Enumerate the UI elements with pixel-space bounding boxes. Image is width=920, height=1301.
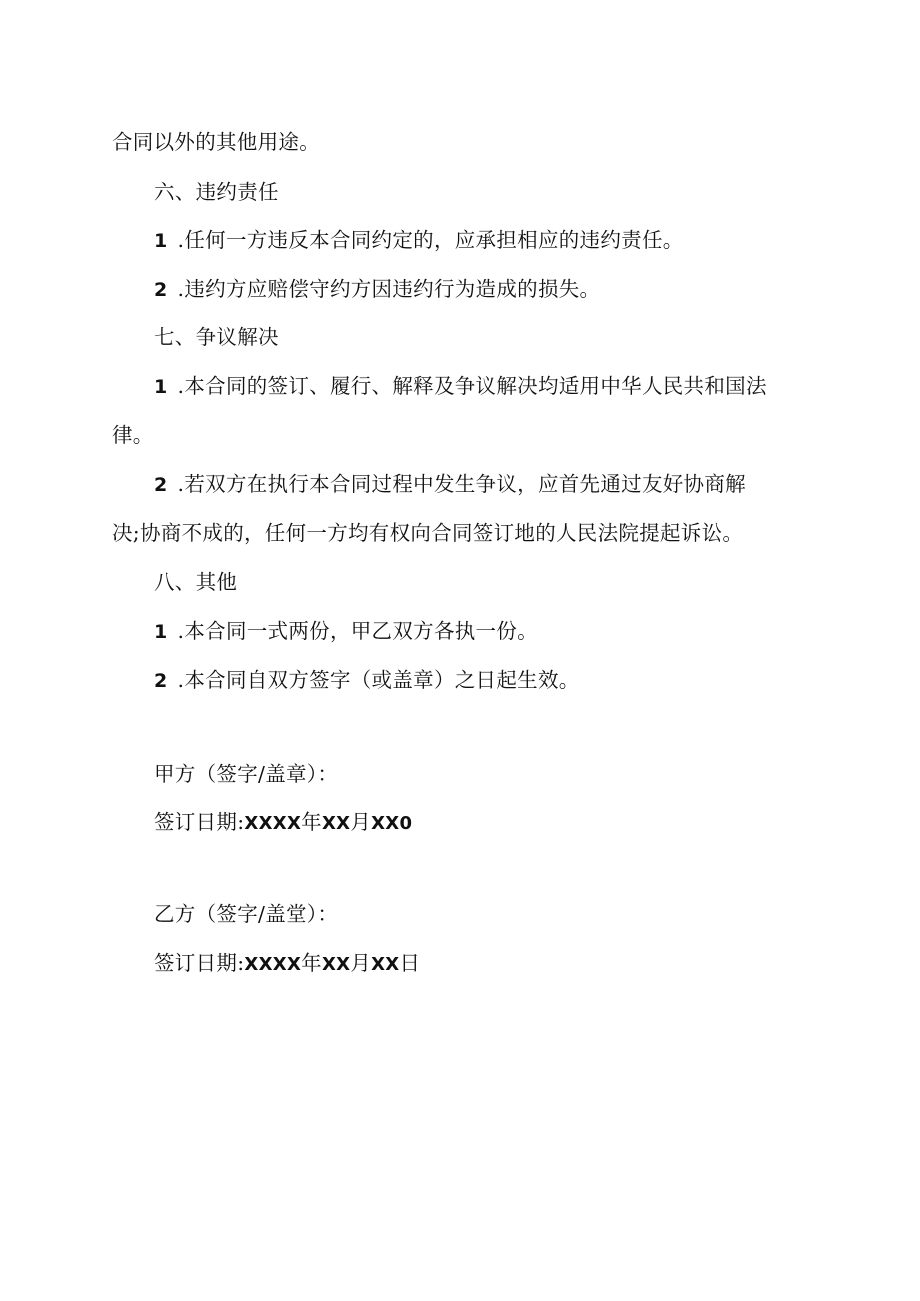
section-7-item-1 [154,372,767,401]
section-7-heading: 七、争议解决 [154,325,279,349]
month-placeholder: XX [321,954,351,975]
party-b-sign-date [154,949,420,979]
item-number: 2 [154,279,168,301]
party-a-sign-date [154,808,412,838]
party-b-signature-label: 乙方（签字/盖堂）： [154,902,339,926]
section-8-item-1 [154,617,538,646]
item-text: .本合同的签订、履行、解释及争议解决均适用中华人民共和国法 [177,374,767,398]
item-number: 2 [154,474,168,496]
item-text: .任何一方违反本合同约定的，应承担相应的违约责任。 [177,228,684,252]
day-placeholder: XX0 [371,813,413,834]
section-7-item-2-continuation: 决;协商不成的，任何一方均有权向合同签订地的人民法院提起诉讼。 [112,521,744,545]
section-6-item-2 [154,275,600,304]
day-placeholder: XX [371,954,400,975]
section-8-item-2 [154,666,580,695]
section-7-item-1-continuation: 律。 [112,423,154,447]
date-label: 签订日期: [154,810,245,834]
section-8-heading: 八、其他 [154,570,238,594]
month-unit: 月 [350,810,372,834]
year-unit: 年 [301,951,322,975]
item-text: .本合同自双方签字（或盖章）之日起生效。 [177,668,580,692]
date-label: 签订日期: [154,951,245,975]
year-placeholder: XXXX [244,813,302,834]
continuation-text: 合同以外的其他用途。 [112,130,320,154]
month-unit: 月 [350,951,372,975]
item-number: 2 [154,670,168,692]
section-6-item-1 [154,226,684,255]
month-placeholder: XX [321,813,351,834]
item-number: 1 [154,230,168,252]
section-7-item-2 [154,470,746,499]
year-placeholder: XXXX [244,954,302,975]
year-unit: 年 [301,810,322,834]
item-number: 1 [154,621,168,643]
item-text: .违约方应赔偿守约方因违约行为造成的损失。 [177,277,601,301]
day-unit: 日 [399,951,421,975]
party-a-signature-label: 甲方（签字/盖章）： [154,762,339,786]
section-6-heading: 六、违约责任 [154,180,279,204]
item-number: 1 [154,376,168,398]
item-text: .本合同一式两份，甲乙双方各执一份。 [177,619,538,643]
item-text: .若双方在执行本合同过程中发生争议，应首先通过友好协商解 [177,472,746,496]
